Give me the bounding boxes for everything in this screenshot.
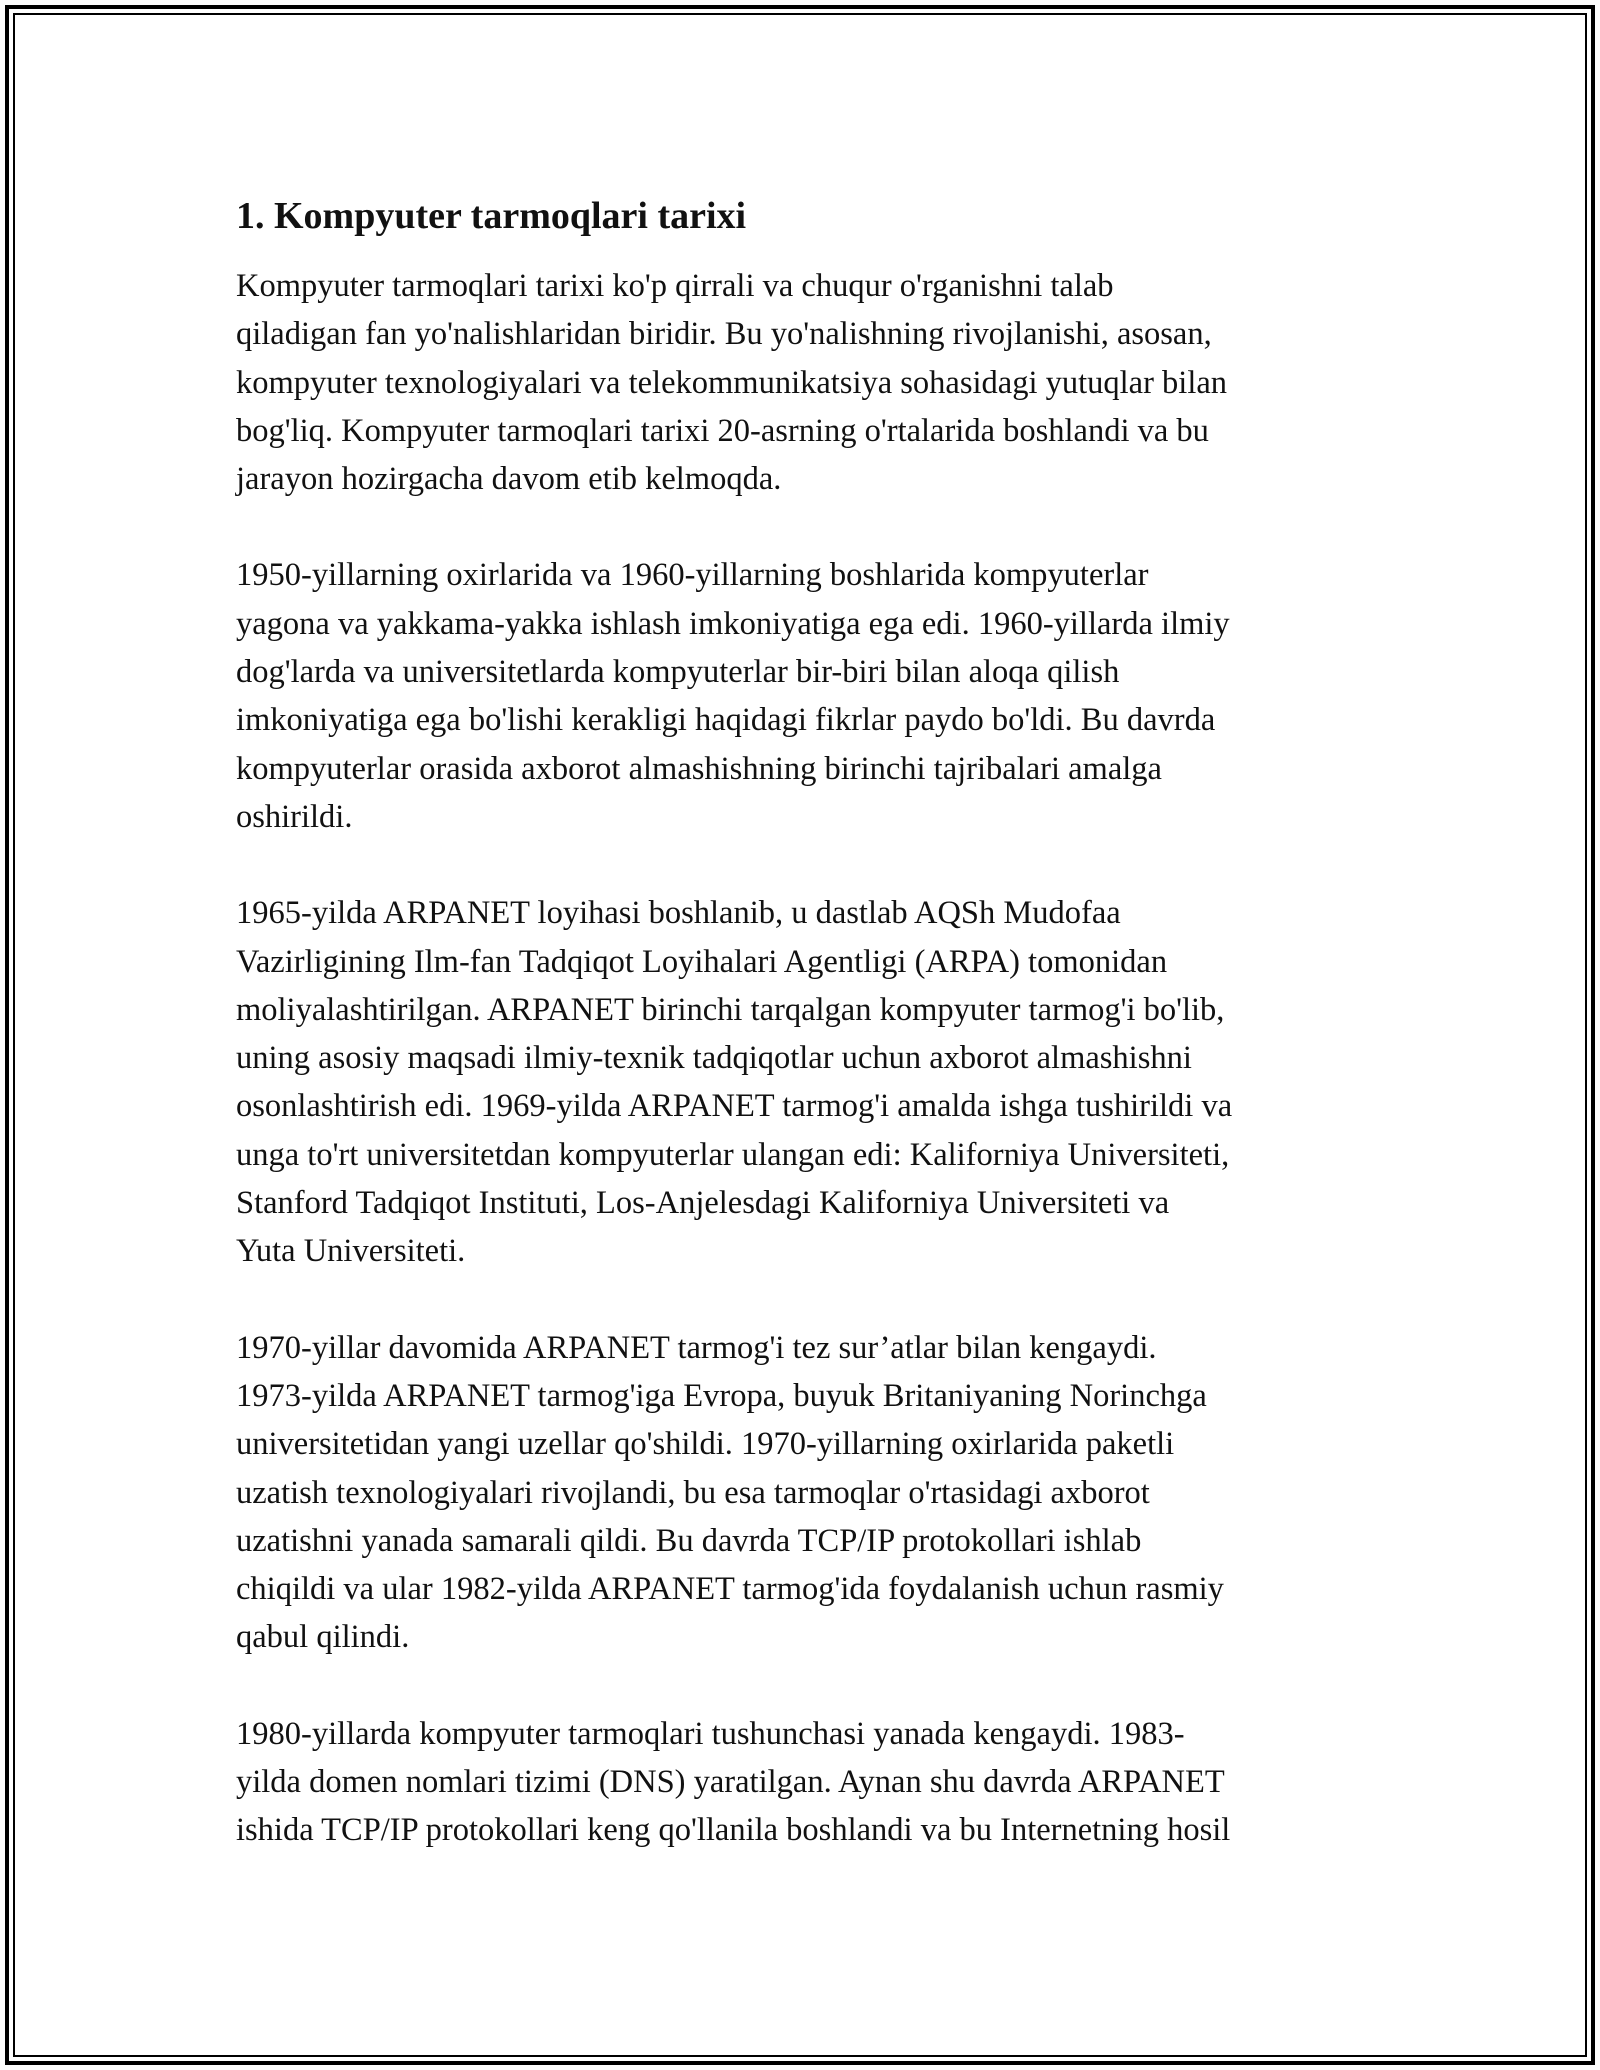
- document-body: [236, 188, 1376, 1855]
- section-heading: 1. Kompyuter tarmoqlari tarixi: [236, 195, 747, 237]
- paragraph-intro: Kompyuter tarmoqlari tarixi ko'p qirrali va chuqur o'rganishni talab qiladigan fan yo'nalishlaridan biridir. Bu yo'nalishning rivojlanishi, asosan, kompyuter texnologiyalari va telekommunikatsiya sohasidagi yutuqlar bilan bog'liq. Kompyuter tarmoqlari tarixi 20-asrning o'rtalarida boshlandi va bu jarayon hozirgacha davom etib kelmoqda.: [236, 268, 1228, 498]
- paragraph-1950s: 1950-yillarning oxirlarida va 1960-yillarning boshlarida kompyuterlar yagona va yakkama-yakka ishlash imkoniyatiga ega edi. 1960-yillarda ilmiy dog'larda va universitetlarda kompyuterlar bir-biri bilan aloqa qilish imkoniyatiga ega bo'lishi kerakligi haqidagi fikrlar paydo bo'ldi. Bu davrda kompyuterlar orasida axborot almashishning birinchi tajribalari amalga oshirildi.: [236, 557, 1230, 835]
- paragraph-1970s: 1970-yillar davomida ARPANET tarmog'i tez sur’atlar bilan kengaydi. 1973-yilda ARPANET tarmog'iga Evropa, buyuk Britaniyaning Norinchga universitetidan yangi uzellar qo'shildi. 1970-yillarning oxirlarida paketli uzatish texnologiyalari rivojlandi, bu esa tarmoqlar o'rtasidagi axborot uzatishni yanada samarali qildi. Bu davrda TCP/IP protokollari ishlab chiqildi va ular 1982-yilda ARPANET tarmog'ida foydalanish uchun rasmiy qabul qilindi.: [236, 1329, 1224, 1656]
- paragraph-1980s: 1980-yillarda kompyuter tarmoqlari tushunchasi yanada kengaydi. 1983- yilda domen nomlari tizimi (DNS) yaratilgan. Aynan shu davrda ARPANET ishida TCP/IP protokollari keng qo'llanila boshlandi va bu Internetning hosil: [236, 1715, 1231, 1849]
- paragraph-arpanet: 1965-yilda ARPANET loyihasi boshlanib, u dastlab AQSh Mudofaa Vazirligining Ilm-fan Tadqiqot Loyihalari Agentligi (ARPA) tomonidan moliyalashtirilgan. ARPANET birinchi tarqalgan kompyuter tarmog'i bo'lib, uning asosiy maqsadi ilmiy-texnik tadqiqotlar uchun axborot almashishni osonlashtirish edi. 1969-yilda ARPANET tarmog'i amalda ishga tushirildi va unga to'rt universitetdan kompyuterlar ulangan edi: Kaliforniya Universiteti, Stanford Tadqiqot Instituti, Los-Anjelesdagi Kaliforniya Universiteti va Yuta Universiteti.: [236, 895, 1233, 1270]
